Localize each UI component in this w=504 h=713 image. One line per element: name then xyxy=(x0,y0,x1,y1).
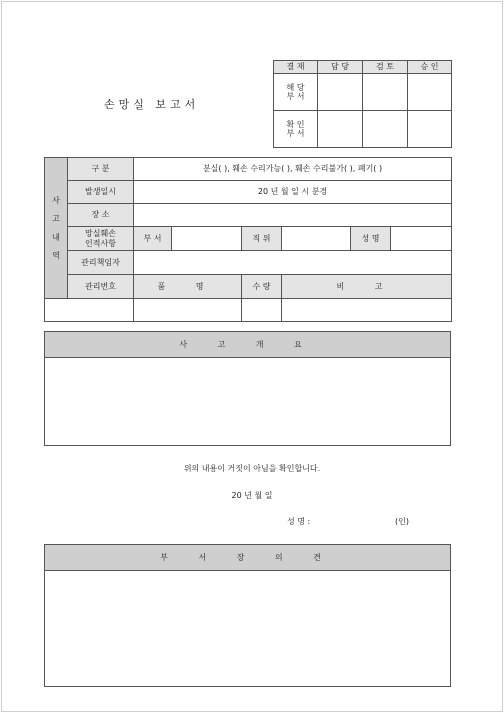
summary-section xyxy=(44,331,451,446)
position-label: 직 위 xyxy=(242,227,282,251)
approval-sign-cell[interactable] xyxy=(363,74,408,111)
approval-col-review: 검 토 xyxy=(363,61,408,74)
approval-header: 결 재 xyxy=(274,61,318,74)
seal-mark: (인) xyxy=(395,517,409,526)
opinion-body[interactable] xyxy=(45,571,451,687)
note-header: 비 고 xyxy=(282,275,452,299)
manager-label: 관리책임자 xyxy=(68,251,134,275)
place-label: 장 소 xyxy=(68,204,134,227)
approval-sign-cell[interactable] xyxy=(408,111,452,148)
signature-label: 성 명 : xyxy=(287,517,311,526)
confirmation-statement: 위의 내용이 거짓이 아님을 확인합니다. xyxy=(183,464,321,473)
report-side-label: 사 고 내 역 xyxy=(45,158,68,299)
document-title: 손망실 보고서 xyxy=(104,98,200,111)
dept-value[interactable] xyxy=(172,227,242,251)
mgmt-no-cell[interactable] xyxy=(45,299,134,322)
note-cell[interactable] xyxy=(282,299,452,322)
report-table xyxy=(44,157,452,322)
approval-sign-cell[interactable] xyxy=(318,74,363,111)
place-value[interactable] xyxy=(134,204,452,227)
approval-row-confirm: 확 인 부 서 xyxy=(274,111,318,148)
approval-col-approve: 승 인 xyxy=(408,61,452,74)
quantity-cell[interactable] xyxy=(242,299,282,322)
approval-table xyxy=(273,60,452,148)
approval-col-staff: 담 당 xyxy=(318,61,363,74)
type-value[interactable]: 분실( ), 훼손 수리가능( ), 훼손 수리불가( ), 폐기( ) xyxy=(134,158,452,181)
item-name-header: 품 명 xyxy=(134,275,242,299)
name-value[interactable] xyxy=(391,227,452,251)
summary-header: 사 고 개 요 xyxy=(45,332,451,358)
position-value[interactable] xyxy=(282,227,351,251)
datetime-label: 발생일시 xyxy=(68,181,134,204)
summary-body[interactable] xyxy=(45,358,451,446)
mgmt-no-header: 관리번호 xyxy=(68,275,134,299)
person-label: 망실훼손 인적사항 xyxy=(68,227,134,251)
name-label: 성 명 xyxy=(351,227,391,251)
approval-row-dept: 해 당 부 서 xyxy=(274,74,318,111)
approval-sign-cell[interactable] xyxy=(318,111,363,148)
approval-sign-cell[interactable] xyxy=(408,74,452,111)
dept-label: 부 서 xyxy=(134,227,172,251)
datetime-value[interactable]: 20 년 월 일 시 분경 xyxy=(134,181,452,204)
opinion-section xyxy=(44,544,451,687)
type-label: 구 분 xyxy=(68,158,134,181)
item-name-cell[interactable] xyxy=(134,299,242,322)
approval-sign-cell[interactable] xyxy=(363,111,408,148)
opinion-header: 부 서 장 의 견 xyxy=(45,545,451,571)
manager-value[interactable] xyxy=(134,251,452,275)
quantity-header: 수 량 xyxy=(242,275,282,299)
confirmation-date: 20 년 월 일 xyxy=(231,491,273,500)
